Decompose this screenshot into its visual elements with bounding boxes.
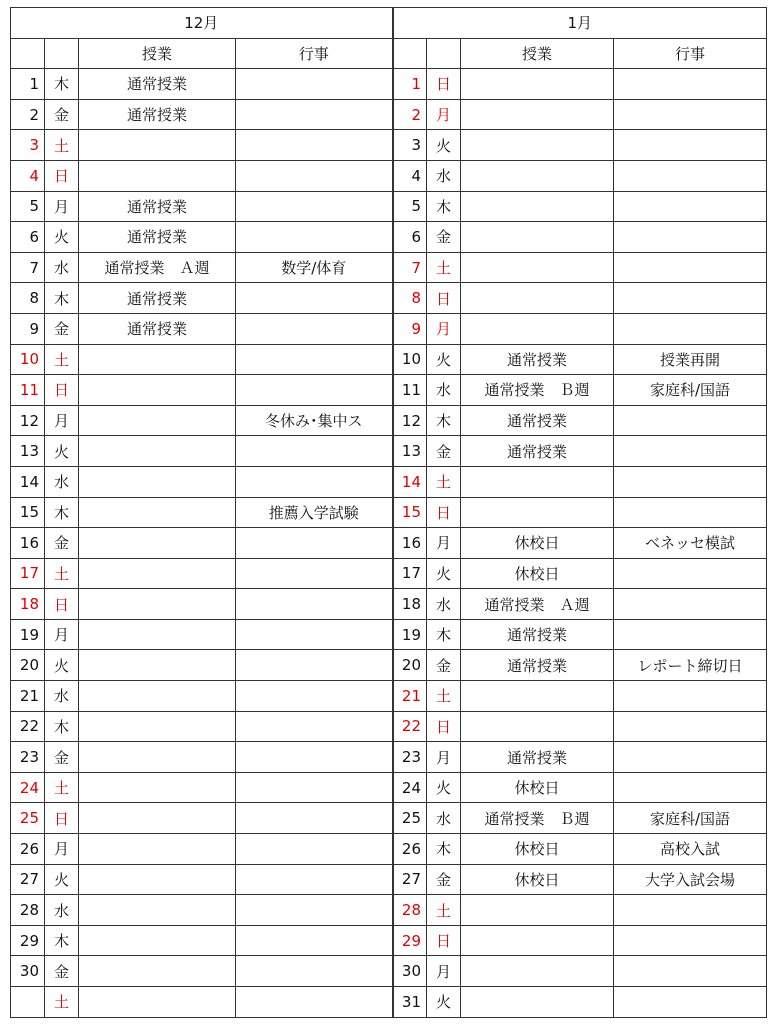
dec-class-cell: 通常授業 Ａ週 xyxy=(79,252,236,283)
dec-class-cell xyxy=(79,803,236,834)
jan-class-cell: 通常授業 Ａ週 xyxy=(461,589,614,620)
dec-event-cell xyxy=(236,466,393,497)
jan-class-cell xyxy=(461,99,614,130)
jan-event-cell xyxy=(614,742,767,773)
dec-class-cell: 通常授業 xyxy=(79,69,236,100)
jan-weekday: 水 xyxy=(427,589,461,620)
dec-event-cell xyxy=(236,864,393,895)
table-row xyxy=(11,222,767,253)
dec-class-cell: 通常授業 xyxy=(79,99,236,130)
jan-event-cell xyxy=(614,405,767,436)
dec-class-cell xyxy=(79,466,236,497)
dec-weekday: 金 xyxy=(45,742,79,773)
header-blank xyxy=(427,38,461,69)
dec-class-cell xyxy=(79,160,236,191)
header-event-january: 行事 xyxy=(614,38,767,69)
jan-class-cell: 休校日 xyxy=(461,558,614,589)
table-row xyxy=(11,313,767,344)
jan-day-number: 14 xyxy=(393,466,427,497)
jan-event-cell xyxy=(614,558,767,589)
jan-day-number: 3 xyxy=(393,130,427,161)
dec-class-cell xyxy=(79,834,236,865)
jan-weekday: 金 xyxy=(427,650,461,681)
jan-day-number: 26 xyxy=(393,834,427,865)
jan-event-cell: 大学入試会場 xyxy=(614,864,767,895)
jan-weekday: 金 xyxy=(427,436,461,467)
dec-event-cell xyxy=(236,99,393,130)
dec-event-cell xyxy=(236,344,393,375)
dec-class-cell xyxy=(79,375,236,406)
dec-event-cell xyxy=(236,130,393,161)
dec-class-cell xyxy=(79,558,236,589)
dec-event-cell xyxy=(236,436,393,467)
dec-day-number: 4 xyxy=(11,160,45,191)
jan-event-cell xyxy=(614,956,767,987)
dec-class-cell xyxy=(79,864,236,895)
dec-class-cell xyxy=(79,650,236,681)
jan-weekday: 月 xyxy=(427,528,461,559)
dec-weekday: 火 xyxy=(45,864,79,895)
jan-day-number: 7 xyxy=(393,252,427,283)
table-row xyxy=(11,160,767,191)
table-row xyxy=(11,436,767,467)
jan-weekday: 火 xyxy=(427,558,461,589)
table-row xyxy=(11,803,767,834)
dec-day-number: 3 xyxy=(11,130,45,161)
jan-day-number: 18 xyxy=(393,589,427,620)
dec-weekday: 月 xyxy=(45,834,79,865)
jan-day-number: 20 xyxy=(393,650,427,681)
jan-weekday: 火 xyxy=(427,344,461,375)
jan-day-number: 5 xyxy=(393,191,427,222)
jan-weekday: 金 xyxy=(427,222,461,253)
jan-weekday: 木 xyxy=(427,405,461,436)
dec-weekday: 金 xyxy=(45,99,79,130)
header-blank xyxy=(11,38,45,69)
table-row xyxy=(11,405,767,436)
jan-weekday: 金 xyxy=(427,864,461,895)
dec-event-cell xyxy=(236,803,393,834)
jan-day-number: 23 xyxy=(393,742,427,773)
jan-day-number: 31 xyxy=(393,987,427,1018)
jan-weekday: 水 xyxy=(427,803,461,834)
dec-event-cell: 推薦入学試験 xyxy=(236,497,393,528)
dec-event-cell xyxy=(236,834,393,865)
table-row xyxy=(11,864,767,895)
jan-event-cell xyxy=(614,191,767,222)
dec-weekday: 木 xyxy=(45,283,79,314)
dec-weekday: 水 xyxy=(45,466,79,497)
jan-event-cell xyxy=(614,222,767,253)
jan-event-cell xyxy=(614,160,767,191)
dec-weekday: 日 xyxy=(45,160,79,191)
jan-event-cell xyxy=(614,99,767,130)
dec-class-cell xyxy=(79,772,236,803)
jan-event-cell xyxy=(614,925,767,956)
jan-day-number: 29 xyxy=(393,925,427,956)
jan-event-cell xyxy=(614,987,767,1018)
dec-class-cell xyxy=(79,619,236,650)
jan-class-cell: 通常授業 Ｂ週 xyxy=(461,375,614,406)
jan-weekday: 火 xyxy=(427,772,461,803)
jan-weekday: 月 xyxy=(427,313,461,344)
dec-day-number: 27 xyxy=(11,864,45,895)
jan-event-cell xyxy=(614,130,767,161)
dec-event-cell xyxy=(236,283,393,314)
jan-day-number: 9 xyxy=(393,313,427,344)
jan-event-cell xyxy=(614,772,767,803)
dec-weekday: 火 xyxy=(45,222,79,253)
jan-class-cell: 通常授業 xyxy=(461,619,614,650)
jan-day-number: 10 xyxy=(393,344,427,375)
dec-class-cell: 通常授業 xyxy=(79,191,236,222)
jan-class-cell: 通常授業 xyxy=(461,344,614,375)
jan-weekday: 木 xyxy=(427,619,461,650)
jan-class-cell: 通常授業 xyxy=(461,650,614,681)
dec-event-cell xyxy=(236,650,393,681)
dec-event-cell xyxy=(236,956,393,987)
jan-day-number: 22 xyxy=(393,711,427,742)
jan-class-cell xyxy=(461,283,614,314)
jan-event-cell: ベネッセ模試 xyxy=(614,528,767,559)
dec-day-number: 30 xyxy=(11,956,45,987)
dec-event-cell xyxy=(236,987,393,1018)
dec-class-cell xyxy=(79,344,236,375)
dec-day-number: 21 xyxy=(11,681,45,712)
dec-event-cell xyxy=(236,528,393,559)
dec-event-cell: 数学/体育 xyxy=(236,252,393,283)
table-row xyxy=(11,344,767,375)
header-class-january: 授業 xyxy=(461,38,614,69)
month-header-row xyxy=(11,8,767,39)
header-event-december: 行事 xyxy=(236,38,393,69)
jan-day-number: 11 xyxy=(393,375,427,406)
dec-day-number: 15 xyxy=(11,497,45,528)
dec-class-cell: 通常授業 xyxy=(79,283,236,314)
jan-weekday: 水 xyxy=(427,375,461,406)
dec-event-cell xyxy=(236,160,393,191)
table-row xyxy=(11,69,767,100)
jan-weekday: 火 xyxy=(427,987,461,1018)
jan-class-cell xyxy=(461,497,614,528)
dec-weekday: 土 xyxy=(45,130,79,161)
dec-class-cell xyxy=(79,497,236,528)
dec-class-cell xyxy=(79,436,236,467)
dec-day-number: 23 xyxy=(11,742,45,773)
jan-class-cell xyxy=(461,130,614,161)
jan-class-cell: 通常授業 xyxy=(461,742,614,773)
jan-day-number: 1 xyxy=(393,69,427,100)
dec-day-number: 20 xyxy=(11,650,45,681)
dec-class-cell xyxy=(79,956,236,987)
dec-weekday: 水 xyxy=(45,252,79,283)
jan-event-cell xyxy=(614,497,767,528)
dec-class-cell xyxy=(79,711,236,742)
table-row xyxy=(11,772,767,803)
jan-day-number: 8 xyxy=(393,283,427,314)
dec-event-cell xyxy=(236,925,393,956)
jan-class-cell xyxy=(461,895,614,926)
dec-day-number: 5 xyxy=(11,191,45,222)
dec-weekday: 日 xyxy=(45,589,79,620)
table-row xyxy=(11,834,767,865)
dec-event-cell xyxy=(236,69,393,100)
table-row xyxy=(11,589,767,620)
column-header-row xyxy=(11,38,767,69)
dec-event-cell xyxy=(236,222,393,253)
jan-event-cell xyxy=(614,283,767,314)
dec-weekday: 水 xyxy=(45,681,79,712)
jan-day-number: 30 xyxy=(393,956,427,987)
dec-day-number: 8 xyxy=(11,283,45,314)
dec-day-number: 6 xyxy=(11,222,45,253)
jan-event-cell xyxy=(614,466,767,497)
dec-day-number: 16 xyxy=(11,528,45,559)
dec-day-number: 10 xyxy=(11,344,45,375)
dec-weekday: 金 xyxy=(45,956,79,987)
jan-weekday: 月 xyxy=(427,742,461,773)
jan-class-cell xyxy=(461,69,614,100)
jan-weekday: 日 xyxy=(427,497,461,528)
dec-event-cell xyxy=(236,313,393,344)
dec-weekday: 土 xyxy=(45,772,79,803)
jan-event-cell: 家庭科/国語 xyxy=(614,375,767,406)
table-row xyxy=(11,925,767,956)
dec-day-number: 14 xyxy=(11,466,45,497)
dec-weekday: 土 xyxy=(45,344,79,375)
jan-class-cell xyxy=(461,681,614,712)
jan-class-cell xyxy=(461,222,614,253)
dec-day-number: 13 xyxy=(11,436,45,467)
dec-class-cell xyxy=(79,589,236,620)
dec-day-number: 7 xyxy=(11,252,45,283)
table-row xyxy=(11,711,767,742)
dec-day-number: 17 xyxy=(11,558,45,589)
jan-day-number: 17 xyxy=(393,558,427,589)
jan-class-cell xyxy=(461,466,614,497)
jan-weekday: 木 xyxy=(427,191,461,222)
dec-day-number: 29 xyxy=(11,925,45,956)
dec-day-number: 19 xyxy=(11,619,45,650)
jan-day-number: 28 xyxy=(393,895,427,926)
dec-class-cell xyxy=(79,742,236,773)
header-blank xyxy=(393,38,427,69)
jan-weekday: 土 xyxy=(427,466,461,497)
table-row xyxy=(11,895,767,926)
dec-event-cell xyxy=(236,711,393,742)
dec-day-number: 2 xyxy=(11,99,45,130)
table-row xyxy=(11,528,767,559)
dec-weekday: 木 xyxy=(45,711,79,742)
dec-event-cell xyxy=(236,558,393,589)
dec-weekday: 金 xyxy=(45,528,79,559)
jan-class-cell xyxy=(461,987,614,1018)
jan-class-cell: 休校日 xyxy=(461,864,614,895)
dec-event-cell xyxy=(236,681,393,712)
jan-event-cell: 家庭科/国語 xyxy=(614,803,767,834)
jan-weekday: 土 xyxy=(427,252,461,283)
jan-event-cell xyxy=(614,681,767,712)
jan-day-number: 21 xyxy=(393,681,427,712)
month-title-december: 12月 xyxy=(11,8,393,39)
dec-class-cell xyxy=(79,130,236,161)
table-row xyxy=(11,742,767,773)
dec-class-cell xyxy=(79,405,236,436)
dec-class-cell xyxy=(79,528,236,559)
dec-weekday: 月 xyxy=(45,405,79,436)
dec-class-cell: 通常授業 xyxy=(79,313,236,344)
jan-day-number: 19 xyxy=(393,619,427,650)
jan-day-number: 25 xyxy=(393,803,427,834)
dec-class-cell xyxy=(79,925,236,956)
jan-day-number: 2 xyxy=(393,99,427,130)
dec-weekday: 水 xyxy=(45,895,79,926)
dec-weekday: 火 xyxy=(45,436,79,467)
dec-day-number: 25 xyxy=(11,803,45,834)
dec-event-cell xyxy=(236,589,393,620)
jan-weekday: 土 xyxy=(427,895,461,926)
table-row xyxy=(11,650,767,681)
jan-class-cell xyxy=(461,925,614,956)
jan-class-cell xyxy=(461,313,614,344)
jan-weekday: 月 xyxy=(427,99,461,130)
jan-class-cell: 通常授業 Ｂ週 xyxy=(461,803,614,834)
dec-weekday: 金 xyxy=(45,313,79,344)
dec-weekday: 月 xyxy=(45,191,79,222)
jan-weekday: 月 xyxy=(427,956,461,987)
jan-event-cell: レポート締切日 xyxy=(614,650,767,681)
table-row xyxy=(11,558,767,589)
jan-event-cell xyxy=(614,436,767,467)
table-row xyxy=(11,987,767,1018)
dec-class-cell xyxy=(79,987,236,1018)
jan-class-cell: 通常授業 xyxy=(461,436,614,467)
table-row xyxy=(11,99,767,130)
jan-day-number: 24 xyxy=(393,772,427,803)
table-row xyxy=(11,681,767,712)
jan-weekday: 土 xyxy=(427,681,461,712)
dec-weekday: 火 xyxy=(45,650,79,681)
jan-weekday: 火 xyxy=(427,130,461,161)
jan-class-cell xyxy=(461,160,614,191)
jan-weekday: 日 xyxy=(427,925,461,956)
jan-class-cell: 休校日 xyxy=(461,834,614,865)
dec-event-cell xyxy=(236,742,393,773)
jan-class-cell xyxy=(461,252,614,283)
jan-class-cell xyxy=(461,711,614,742)
dec-day-number: 28 xyxy=(11,895,45,926)
dec-weekday: 月 xyxy=(45,619,79,650)
jan-weekday: 日 xyxy=(427,283,461,314)
table-row xyxy=(11,283,767,314)
jan-event-cell xyxy=(614,711,767,742)
dec-day-number: 9 xyxy=(11,313,45,344)
jan-class-cell: 通常授業 xyxy=(461,405,614,436)
dec-weekday: 土 xyxy=(45,987,79,1018)
jan-weekday: 水 xyxy=(427,160,461,191)
table-row xyxy=(11,130,767,161)
dec-weekday: 土 xyxy=(45,558,79,589)
jan-class-cell xyxy=(461,191,614,222)
dec-day-number xyxy=(11,987,45,1018)
jan-class-cell: 休校日 xyxy=(461,528,614,559)
dec-weekday: 日 xyxy=(45,803,79,834)
table-row xyxy=(11,956,767,987)
header-blank xyxy=(45,38,79,69)
jan-event-cell xyxy=(614,589,767,620)
table-row xyxy=(11,619,767,650)
jan-event-cell xyxy=(614,252,767,283)
dec-event-cell xyxy=(236,375,393,406)
jan-day-number: 27 xyxy=(393,864,427,895)
table-row xyxy=(11,191,767,222)
jan-event-cell xyxy=(614,69,767,100)
dec-day-number: 1 xyxy=(11,69,45,100)
dec-class-cell xyxy=(79,681,236,712)
jan-day-number: 4 xyxy=(393,160,427,191)
dec-weekday: 木 xyxy=(45,497,79,528)
dec-class-cell: 通常授業 xyxy=(79,222,236,253)
table-row xyxy=(11,497,767,528)
jan-event-cell xyxy=(614,313,767,344)
jan-day-number: 15 xyxy=(393,497,427,528)
dec-weekday: 木 xyxy=(45,69,79,100)
jan-event-cell xyxy=(614,895,767,926)
jan-class-cell: 休校日 xyxy=(461,772,614,803)
dec-weekday: 日 xyxy=(45,375,79,406)
jan-day-number: 12 xyxy=(393,405,427,436)
dec-weekday: 木 xyxy=(45,925,79,956)
dec-day-number: 24 xyxy=(11,772,45,803)
dec-day-number: 26 xyxy=(11,834,45,865)
table-row xyxy=(11,466,767,497)
jan-event-cell: 授業再開 xyxy=(614,344,767,375)
dec-event-cell xyxy=(236,895,393,926)
jan-day-number: 16 xyxy=(393,528,427,559)
jan-day-number: 6 xyxy=(393,222,427,253)
jan-day-number: 13 xyxy=(393,436,427,467)
jan-event-cell: 高校入試 xyxy=(614,834,767,865)
school-calendar-table xyxy=(10,7,767,1018)
jan-weekday: 日 xyxy=(427,711,461,742)
dec-day-number: 12 xyxy=(11,405,45,436)
dec-day-number: 11 xyxy=(11,375,45,406)
month-title-january: 1月 xyxy=(393,8,767,39)
table-row xyxy=(11,375,767,406)
header-class-december: 授業 xyxy=(79,38,236,69)
dec-event-cell xyxy=(236,191,393,222)
dec-event-cell: 冬休み･集中ス xyxy=(236,405,393,436)
dec-day-number: 22 xyxy=(11,711,45,742)
dec-day-number: 18 xyxy=(11,589,45,620)
dec-event-cell xyxy=(236,772,393,803)
jan-weekday: 木 xyxy=(427,834,461,865)
jan-weekday: 日 xyxy=(427,69,461,100)
jan-event-cell xyxy=(614,619,767,650)
table-row xyxy=(11,252,767,283)
dec-class-cell xyxy=(79,895,236,926)
dec-event-cell xyxy=(236,619,393,650)
jan-class-cell xyxy=(461,956,614,987)
